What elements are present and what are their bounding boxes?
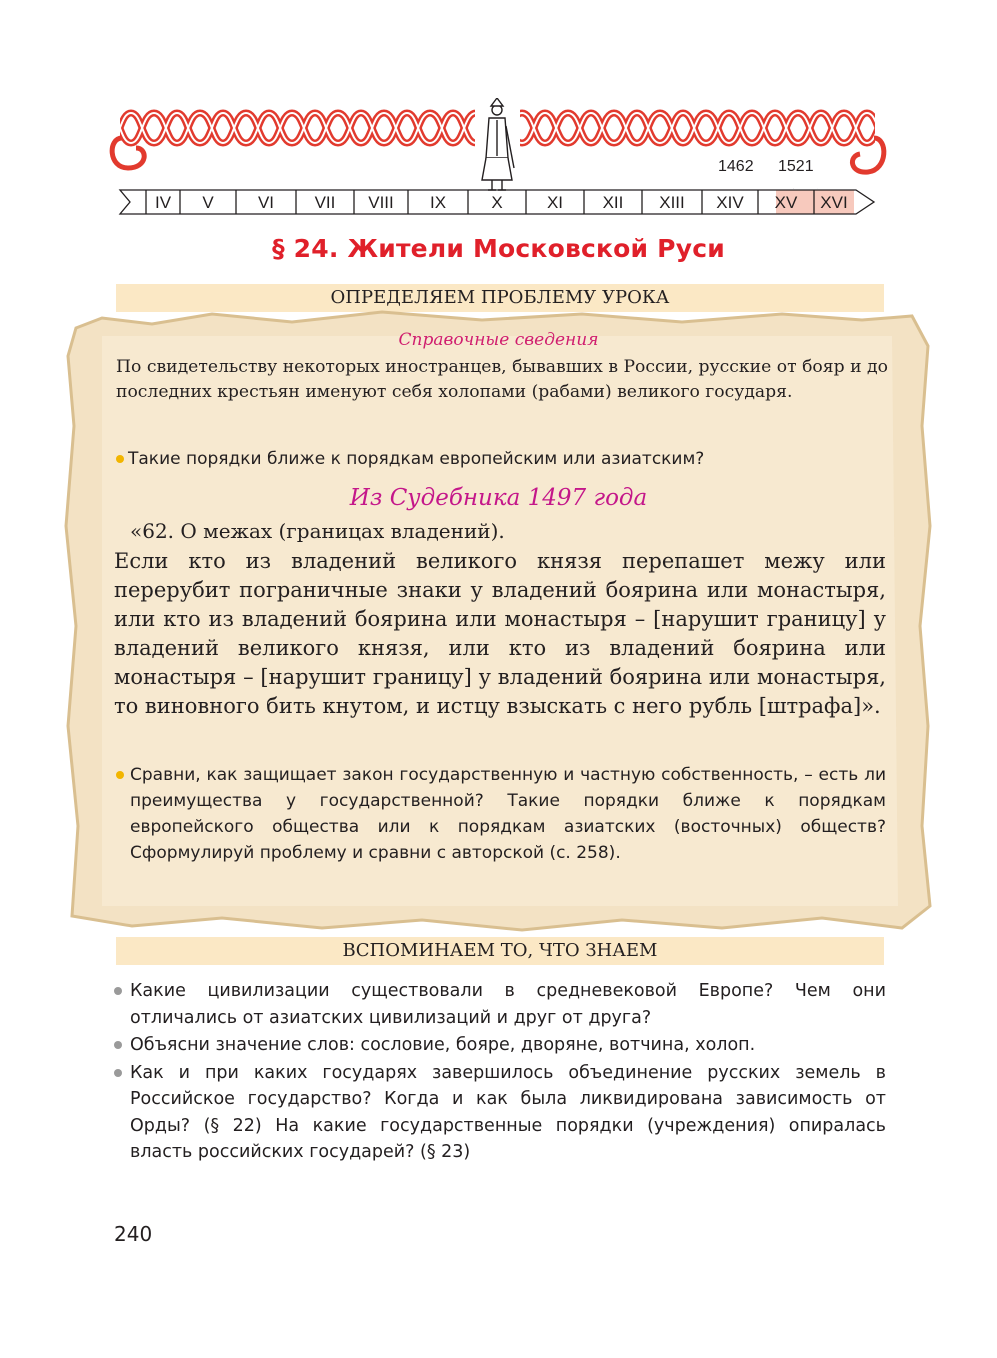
section-header-recall: ВСПОМИНАЕМ ТО, ЧТО ЗНАЕМ [116,937,884,965]
question-1: Такие порядки ближе к порядкам европейским или азиатским? [128,449,705,469]
bullet-gray-icon [114,1041,122,1049]
date-start: 1462 [718,158,754,175]
list-item-text: Как и при каких государях завершилось объединение русских земель в Российское государство? Когда и как была ликвидирована зависимость от Орды? (§ 22) На какие государственные порядки (учреждения) опиралась власть российских государей? (§ 23) [130,1062,886,1162]
section-header-problem: ОПРЕДЕЛЯЕМ ПРОБЛЕМУ УРОКА [116,284,884,312]
century-xv: XV [774,193,798,212]
bullet-yellow-icon [116,771,124,779]
century-xvi: XVI [820,193,848,212]
source-heading: Из Судебника 1497 года [349,485,648,511]
page-title: § 24. Жители Московской Руси [272,234,725,263]
list-item [130,1032,886,1059]
century-xi: XI [546,193,564,212]
list-item-text: Какие цивилизации существовали в средневековой Европе? Чем они отличались от азиатских цивилизаций и друг от друга? [130,981,886,1028]
russian-warrior-figure-icon [482,98,514,190]
list-item [130,1060,886,1166]
century-viii: VIII [368,193,394,212]
century-iv: IV [154,193,172,212]
century-vii: VII [314,193,336,212]
question-2: Сравни, как защищает закон государственную и частную собственность, – есть ли преимущества у государственной? Такие порядки ближе к порядкам европейского общества или к порядкам азиатских (восточных) обществ? Сформулируй проблему и сравни с авторской (с. 258). [130,765,886,863]
recall-list [130,978,886,1167]
date-end: 1521 [778,158,814,175]
bullet-yellow-icon [116,455,124,463]
century-xiii: XIII [659,193,685,212]
list-item-text: Объясни значение слов: сословие, бояре, дворяне, вотчина, холоп. [130,1035,756,1055]
source-article-title: «62. О межах (границах владений). [130,519,505,543]
page-number: 240 [114,1222,153,1246]
century-xiv: XIV [716,193,744,212]
century-xii: XII [602,193,624,212]
source-body: Если кто из владений великого князя перепашет межу или перерубит пограничные знаки у владений боярина или монастыря, или кто из владений боярина или монастыря – [нарушит границу] у владений великого князя, или кто из владений боярина или монастыря – [нарушит границу] у владений боярина или монастыря, то виновного бить кнутом, и истцу взыскать с него рубль [штрафа]». [114,549,886,718]
century-x: X [491,193,503,212]
bullet-gray-icon [114,1069,122,1077]
reference-heading: Справочные сведения [398,330,599,350]
list-item [130,978,886,1031]
century-v: V [202,193,214,212]
reference-text: По свидетельству некоторых иностранцев, бывавших в России, русские от бояр и до последних крестьян именуют себя холопами (рабами) великого государя. [116,357,888,402]
knotwork-ornament [108,98,888,198]
bullet-gray-icon [114,987,122,995]
century-vi: VI [257,193,275,212]
century-ix: IX [429,193,447,212]
